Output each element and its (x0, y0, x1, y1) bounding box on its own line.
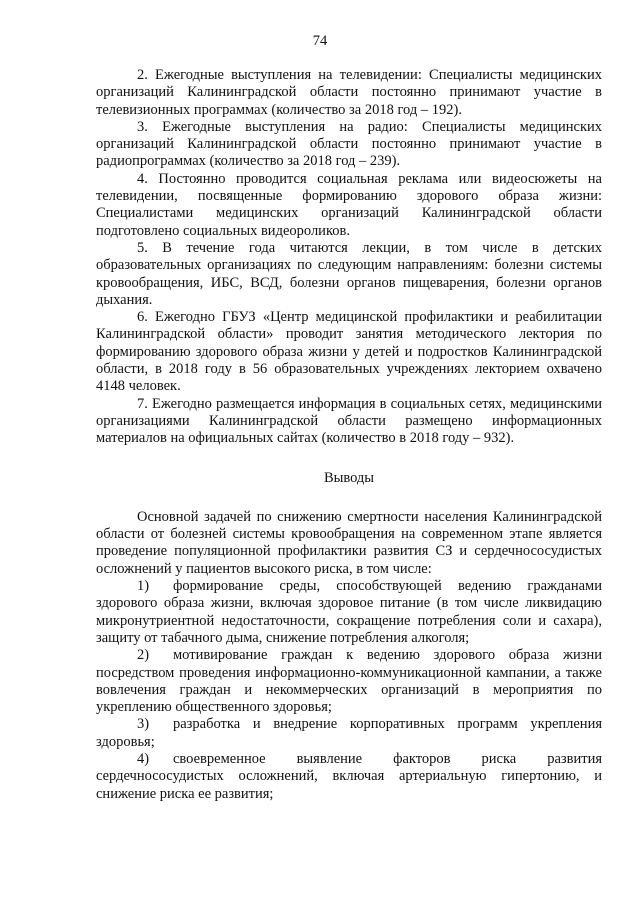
list-item (96, 647, 602, 716)
list-item-number: 1) (137, 578, 150, 595)
list-item-number: 4) (137, 750, 150, 767)
paragraph-radio-appearances: 3. Ежегодные выступления на радио: Специалисты медицинских организаций Калининградской области постоянно принимают участие в радиопрограммах (количество за 2018 год – 239). (96, 118, 602, 170)
page-number: 74 (312, 33, 328, 49)
paragraph-methodical-lectures: 6. Ежегодно ГБУЗ «Центр медицинской профилактики и реабилитации Калининградской области» проводит занятия методического лектория по формированию здорового образа жизни у детей и подростков Калининградской области, в 2018 году в 56 образовательных учреждениях лекторием охвачено 4148 человек. (96, 309, 602, 395)
list-item (96, 578, 602, 647)
paragraph-tv-appearances: 2. Ежегодные выступления на телевидении: Специалисты медицинских организаций Калининградской области постоянно принимают участие в телевизионных программах (количество за 2018 год – 192). (96, 67, 602, 118)
list-item-text: мотивирование граждан к ведению здорового образа жизни посредством проведения информационно-коммуникационной кампании, а также вовлечения граждан и некоммерческих организаций в мероприятия по укреплению общественного здоровья; (96, 647, 602, 716)
paragraph-social-advertising: 4. Постоянно проводится социальная реклама или видеосюжеты на телевидении, посвященные формированию здорового образа жизни: Специалистами медицинских организаций Калининградской области подготовлено социальных видеороликов. (96, 170, 602, 239)
list-item-text: формирование среды, способствующей ведению гражданами здорового образа жизни, включая здоровое питание (в том числе ликвидацию микронутриентной недостаточности, сокращение потребления соли и сахара), защиту от табачного дыма, снижение потребления алкоголя; (96, 578, 602, 646)
section-heading-conclusions: Выводы (323, 469, 375, 486)
list-item-text: своевременное выявление факторов риска развития сердечнососудистых осложнений, включая артериальную гипертонию, и снижение риска ее развития; (96, 750, 602, 802)
page-content (96, 67, 602, 803)
paragraph-social-networks: 7. Ежегодно размещается информация в социальных сетях, медицинскими организациями Калининградской области размещено информационных материалов на официальных сайтах (количество в 2018 году – 932). (96, 395, 602, 447)
list-item-number: 3) (137, 716, 150, 733)
list-item (96, 751, 602, 803)
list-item-number: 2) (137, 647, 150, 664)
list-item-text: разработка и внедрение корпоративных программ укрепления здоровья; (96, 716, 602, 750)
paragraph-lectures: 5. В течение года читаются лекции, в том числе в детских образовательных организациях по следующим направлениям: болезни системы кровообращения, ИБС, ВСД, болезни органов пищеварения, болезни органов дыхания. (96, 239, 602, 308)
conclusions-intro: Основной задачей по снижению смертности населения Калининградской области от болезней системы кровообращения на современном этапе является проведение популяционной профилактики развития СЗ и сердечнососудистых осложнений у пациентов высокого риска, в том числе: (96, 508, 602, 577)
list-item (96, 716, 602, 751)
